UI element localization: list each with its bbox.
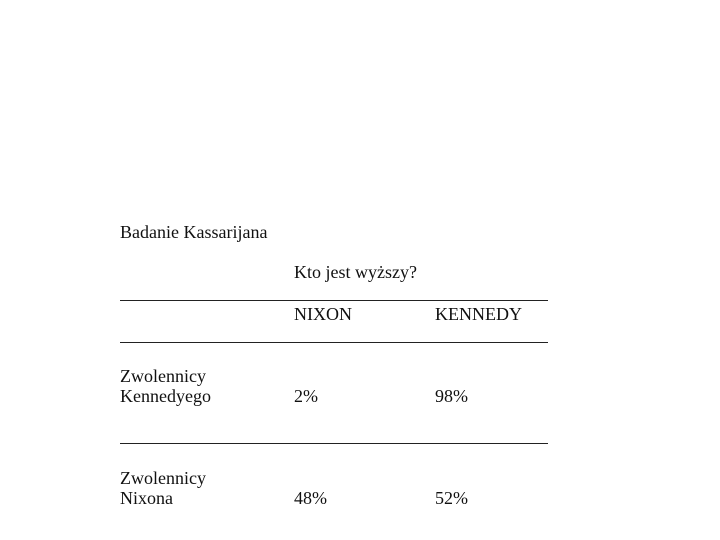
table-cell-kennedy-supporters-kennedy: 98%	[435, 386, 468, 406]
column-header-kennedy: KENNEDY	[435, 304, 522, 324]
question-heading: Kto jest wyższy?	[294, 262, 417, 282]
table-cell-kennedy-supporters-nixon: 2%	[294, 386, 318, 406]
table-top-rule	[120, 300, 548, 301]
row-label-nixon-supporters	[120, 468, 206, 508]
table-cell-nixon-supporters-kennedy: 52%	[435, 488, 468, 508]
row-label-kennedy-supporters	[120, 366, 211, 406]
row-label-line: Zwolennicy	[120, 366, 206, 386]
column-header-nixon: NIXON	[294, 304, 352, 324]
row-label-line: Zwolennicy	[120, 468, 206, 488]
table-cell-nixon-supporters-nixon: 48%	[294, 488, 327, 508]
row-label-line: Nixona	[120, 488, 173, 508]
header-bottom-rule	[120, 342, 548, 343]
document-title: Badanie Kassarijana	[120, 222, 268, 242]
row-divider-rule	[120, 443, 548, 444]
row-label-line: Kennedyego	[120, 386, 211, 406]
